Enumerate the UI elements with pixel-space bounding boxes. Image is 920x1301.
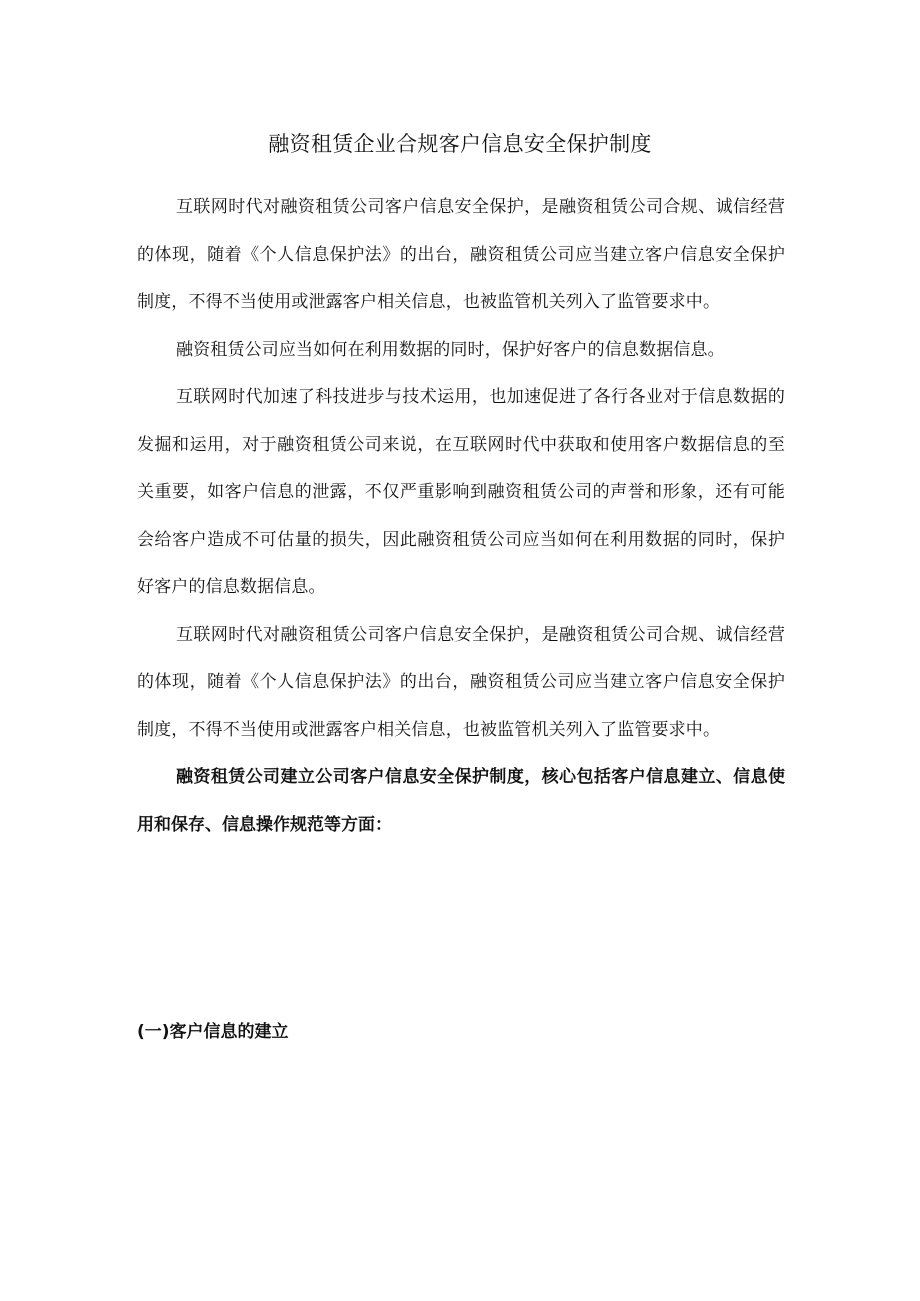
document-title: 融资租赁企业合规客户信息安全保护制度: [268, 132, 652, 156]
paragraph-3: 互联网时代加速了科技进步与技术运用，也加速促进了各行各业对于信息数据的发掘和运用，对于融资租赁公司来说，在互联网时代中获取和使用客户数据信息的至关重要，如客户信息的泄露，不仅严重影响到融资租赁公司的声誉和形象，还有可能会给客户造成不可估量的损失，因此融资租赁公司应当如何在利用数据的同时，保护好客户的信息数据信息。: [137, 387, 785, 597]
document-body: [137, 184, 785, 849]
paragraph-5-bold: 融资租赁公司建立公司客户信息安全保护制度，核心包括客户信息建立、信息使用和保存、信息操作规范等方面：: [137, 767, 785, 835]
section-heading: (一)客户信息的建立: [137, 1022, 289, 1042]
paragraph-2: 融资租赁公司应当如何在利用数据的同时，保护好客户的信息数据信息。: [176, 339, 725, 360]
paragraph-1: 互联网时代对融资租赁公司客户信息安全保护，是融资租赁公司合规、诚信经营的体现，随着《个人信息保护法》的出台，融资租赁公司应当建立客户信息安全保护制度，不得不当使用或泄露客户相关信息，也被监管机关列入了监管要求中。: [137, 197, 785, 312]
paragraph-4: 互联网时代对融资租赁公司客户信息安全保护，是融资租赁公司合规、诚信经营的体现，随着《个人信息保护法》的出台，融资租赁公司应当建立客户信息安全保护制度，不得不当使用或泄露客户相关信息，也被监管机关列入了监管要求中。: [137, 624, 785, 740]
